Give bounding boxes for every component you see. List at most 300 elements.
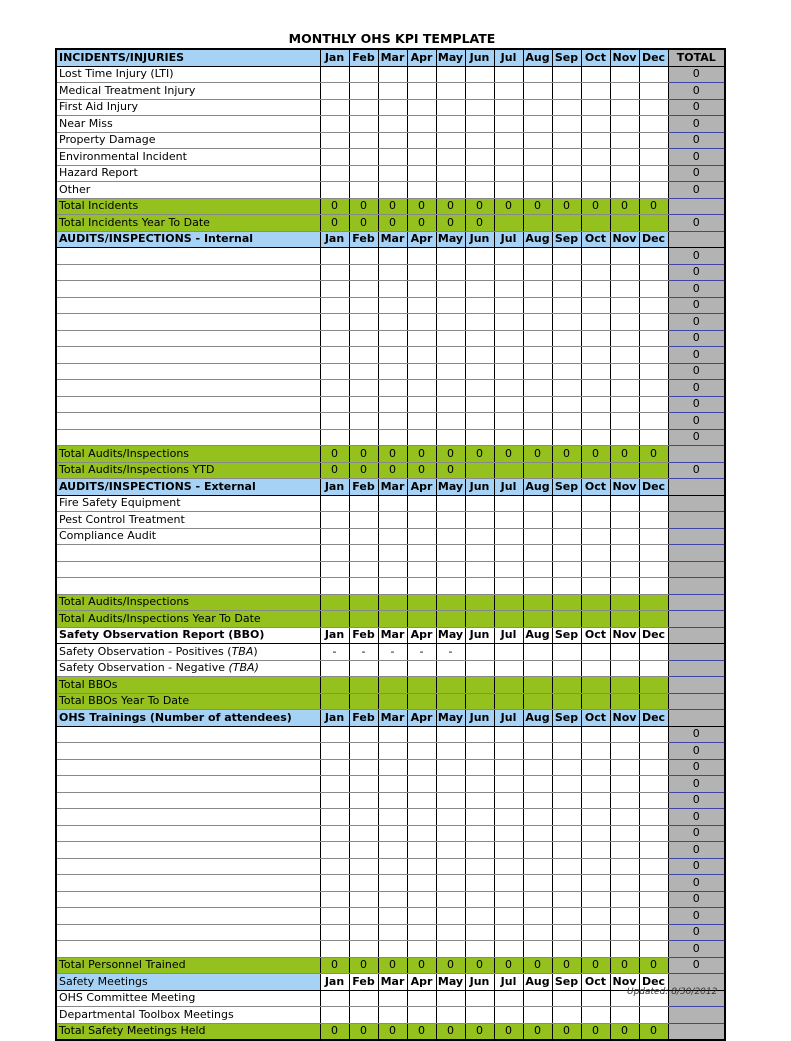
month-cell[interactable] [610,726,639,743]
month-cell[interactable] [523,363,552,380]
month-cell[interactable] [378,495,407,512]
month-cell[interactable] [581,660,610,677]
month-cell[interactable] [552,330,581,347]
month-cell[interactable] [494,248,523,265]
month-cell[interactable] [581,149,610,166]
month-cell[interactable] [349,495,378,512]
month-cell[interactable] [407,429,436,446]
month-cell[interactable] [581,776,610,793]
month-cell[interactable] [320,248,349,265]
month-cell[interactable] [378,660,407,677]
month-cell[interactable] [465,314,494,331]
month-cell[interactable] [349,825,378,842]
month-cell[interactable] [378,528,407,545]
month-cell[interactable] [320,990,349,1007]
month-cell[interactable] [523,495,552,512]
month-cell[interactable] [639,644,668,661]
month-cell[interactable] [494,858,523,875]
month-cell[interactable]: 0 [465,957,494,974]
month-cell[interactable] [349,809,378,826]
month-cell[interactable] [581,990,610,1007]
month-cell[interactable] [436,380,465,397]
month-cell[interactable] [407,908,436,925]
month-cell[interactable]: 0 [552,957,581,974]
month-cell[interactable] [523,396,552,413]
month-cell[interactable] [494,429,523,446]
month-cell[interactable] [320,264,349,281]
month-cell[interactable]: 0 [349,198,378,215]
month-cell[interactable] [465,182,494,199]
month-cell[interactable] [552,182,581,199]
month-cell[interactable] [407,396,436,413]
month-cell[interactable] [465,825,494,842]
month-cell[interactable] [407,842,436,859]
month-cell[interactable] [581,743,610,760]
month-cell[interactable] [552,83,581,100]
month-cell[interactable] [378,66,407,83]
month-cell[interactable] [436,165,465,182]
month-cell[interactable]: - [320,644,349,661]
month-cell[interactable] [378,924,407,941]
month-cell[interactable]: 0 [494,957,523,974]
month-cell[interactable] [407,561,436,578]
month-cell[interactable] [349,924,378,941]
month-cell[interactable] [639,875,668,892]
month-cell[interactable] [436,842,465,859]
month-cell[interactable] [378,281,407,298]
month-cell[interactable] [349,792,378,809]
month-cell[interactable] [552,858,581,875]
month-cell[interactable]: 0 [639,446,668,463]
month-cell[interactable] [523,594,552,611]
month-cell[interactable] [436,726,465,743]
month-cell[interactable] [523,611,552,628]
month-cell[interactable] [349,297,378,314]
month-cell[interactable] [552,941,581,958]
month-cell[interactable] [494,809,523,826]
month-cell[interactable] [407,941,436,958]
month-cell[interactable] [407,677,436,694]
month-cell[interactable] [581,182,610,199]
month-cell[interactable] [494,380,523,397]
month-cell[interactable] [494,693,523,710]
month-cell[interactable] [523,165,552,182]
month-cell[interactable] [581,611,610,628]
month-cell[interactable] [639,693,668,710]
month-cell[interactable] [639,248,668,265]
month-cell[interactable] [320,924,349,941]
month-cell[interactable] [407,759,436,776]
month-cell[interactable]: 0 [552,1023,581,1040]
month-cell[interactable] [320,347,349,364]
month-cell[interactable]: 0 [378,446,407,463]
month-cell[interactable] [581,413,610,430]
month-cell[interactable] [610,380,639,397]
month-cell[interactable] [552,990,581,1007]
month-cell[interactable] [639,726,668,743]
month-cell[interactable] [610,594,639,611]
month-cell[interactable] [349,726,378,743]
month-cell[interactable] [639,330,668,347]
month-cell[interactable]: 0 [320,1023,349,1040]
month-cell[interactable] [465,380,494,397]
month-cell[interactable] [552,99,581,116]
month-cell[interactable] [436,759,465,776]
month-cell[interactable] [436,132,465,149]
month-cell[interactable] [349,611,378,628]
month-cell[interactable] [581,677,610,694]
month-cell[interactable] [639,611,668,628]
month-cell[interactable] [407,363,436,380]
month-cell[interactable] [552,132,581,149]
month-cell[interactable] [320,297,349,314]
month-cell[interactable] [349,99,378,116]
month-cell[interactable] [465,297,494,314]
month-cell[interactable] [349,743,378,760]
month-cell[interactable] [349,330,378,347]
month-cell[interactable] [523,990,552,1007]
month-cell[interactable] [320,281,349,298]
month-cell[interactable] [378,941,407,958]
month-cell[interactable] [639,908,668,925]
month-cell[interactable] [349,314,378,331]
month-cell[interactable] [378,561,407,578]
month-cell[interactable] [523,297,552,314]
month-cell[interactable] [494,743,523,760]
month-cell[interactable] [581,759,610,776]
month-cell[interactable] [639,66,668,83]
month-cell[interactable] [523,1007,552,1024]
month-cell[interactable] [494,132,523,149]
month-cell[interactable] [610,528,639,545]
month-cell[interactable] [436,528,465,545]
month-cell[interactable] [378,875,407,892]
month-cell[interactable] [552,842,581,859]
month-cell[interactable] [610,858,639,875]
month-cell[interactable] [639,858,668,875]
month-cell[interactable] [378,314,407,331]
month-cell[interactable]: 0 [378,957,407,974]
month-cell[interactable] [610,149,639,166]
month-cell[interactable] [610,429,639,446]
month-cell[interactable] [436,545,465,562]
month-cell[interactable] [407,1007,436,1024]
month-cell[interactable] [378,347,407,364]
month-cell[interactable] [378,248,407,265]
month-cell[interactable] [465,809,494,826]
month-cell[interactable] [378,693,407,710]
month-cell[interactable]: 0 [523,957,552,974]
month-cell[interactable] [465,792,494,809]
month-cell[interactable] [436,495,465,512]
month-cell[interactable] [465,165,494,182]
month-cell[interactable] [581,545,610,562]
month-cell[interactable] [320,908,349,925]
month-cell[interactable] [436,941,465,958]
month-cell[interactable] [610,495,639,512]
month-cell[interactable]: - [349,644,378,661]
month-cell[interactable] [465,594,494,611]
month-cell[interactable] [610,660,639,677]
month-cell[interactable]: 0 [465,1023,494,1040]
month-cell[interactable] [494,759,523,776]
month-cell[interactable] [581,396,610,413]
month-cell[interactable]: 0 [436,957,465,974]
month-cell[interactable] [378,858,407,875]
month-cell[interactable] [320,776,349,793]
month-cell[interactable] [610,759,639,776]
month-cell[interactable] [320,891,349,908]
month-cell[interactable] [378,264,407,281]
month-cell[interactable] [639,924,668,941]
month-cell[interactable] [552,561,581,578]
month-cell[interactable] [610,264,639,281]
month-cell[interactable]: 0 [378,462,407,479]
month-cell[interactable] [581,644,610,661]
month-cell[interactable] [581,248,610,265]
month-cell[interactable] [552,297,581,314]
month-cell[interactable] [465,1007,494,1024]
month-cell[interactable] [407,83,436,100]
month-cell[interactable] [320,396,349,413]
month-cell[interactable] [465,396,494,413]
month-cell[interactable] [494,99,523,116]
month-cell[interactable]: 0 [407,446,436,463]
month-cell[interactable] [552,809,581,826]
month-cell[interactable] [320,677,349,694]
month-cell[interactable] [407,776,436,793]
month-cell[interactable] [610,842,639,859]
month-cell[interactable] [610,66,639,83]
month-cell[interactable] [407,495,436,512]
month-cell[interactable] [552,759,581,776]
month-cell[interactable] [465,726,494,743]
month-cell[interactable] [639,660,668,677]
month-cell[interactable] [320,693,349,710]
month-cell[interactable] [465,908,494,925]
month-cell[interactable] [349,132,378,149]
month-cell[interactable] [494,660,523,677]
month-cell[interactable] [494,842,523,859]
month-cell[interactable] [465,611,494,628]
month-cell[interactable] [407,281,436,298]
month-cell[interactable] [349,248,378,265]
month-cell[interactable] [320,132,349,149]
month-cell[interactable] [378,297,407,314]
month-cell[interactable] [320,330,349,347]
month-cell[interactable] [581,578,610,595]
month-cell[interactable] [581,429,610,446]
month-cell[interactable]: 0 [581,1023,610,1040]
month-cell[interactable] [494,116,523,133]
month-cell[interactable]: 0 [320,462,349,479]
month-cell[interactable] [552,116,581,133]
month-cell[interactable] [552,528,581,545]
month-cell[interactable] [639,182,668,199]
month-cell[interactable] [407,809,436,826]
month-cell[interactable] [407,314,436,331]
month-cell[interactable] [494,66,523,83]
month-cell[interactable] [494,512,523,529]
month-cell[interactable] [378,396,407,413]
month-cell[interactable] [523,347,552,364]
month-cell[interactable] [494,908,523,925]
month-cell[interactable] [581,330,610,347]
month-cell[interactable] [436,677,465,694]
month-cell[interactable] [581,825,610,842]
month-cell[interactable] [494,1007,523,1024]
month-cell[interactable] [610,924,639,941]
month-cell[interactable] [320,842,349,859]
month-cell[interactable] [378,380,407,397]
month-cell[interactable] [523,858,552,875]
month-cell[interactable] [552,644,581,661]
month-cell[interactable] [494,495,523,512]
month-cell[interactable] [349,693,378,710]
month-cell[interactable] [552,281,581,298]
month-cell[interactable] [581,726,610,743]
month-cell[interactable] [465,842,494,859]
month-cell[interactable] [378,842,407,859]
month-cell[interactable] [349,990,378,1007]
month-cell[interactable] [552,215,581,232]
month-cell[interactable] [494,578,523,595]
month-cell[interactable] [494,314,523,331]
month-cell[interactable] [523,429,552,446]
month-cell[interactable] [320,594,349,611]
month-cell[interactable] [494,941,523,958]
month-cell[interactable] [436,182,465,199]
month-cell[interactable] [523,380,552,397]
month-cell[interactable] [320,578,349,595]
month-cell[interactable] [436,512,465,529]
month-cell[interactable] [552,495,581,512]
month-cell[interactable] [639,165,668,182]
month-cell[interactable] [465,462,494,479]
month-cell[interactable] [552,347,581,364]
month-cell[interactable] [465,429,494,446]
month-cell[interactable] [465,149,494,166]
month-cell[interactable] [610,413,639,430]
month-cell[interactable] [436,281,465,298]
month-cell[interactable] [552,545,581,562]
month-cell[interactable] [407,578,436,595]
month-cell[interactable] [407,726,436,743]
month-cell[interactable] [639,396,668,413]
month-cell[interactable] [494,83,523,100]
month-cell[interactable] [378,429,407,446]
month-cell[interactable] [378,809,407,826]
month-cell[interactable] [523,248,552,265]
month-cell[interactable] [465,116,494,133]
month-cell[interactable] [494,413,523,430]
month-cell[interactable] [436,858,465,875]
month-cell[interactable] [581,941,610,958]
month-cell[interactable]: 0 [407,215,436,232]
month-cell[interactable] [610,875,639,892]
month-cell[interactable] [523,644,552,661]
month-cell[interactable] [639,83,668,100]
month-cell[interactable] [465,875,494,892]
month-cell[interactable] [581,363,610,380]
month-cell[interactable] [581,281,610,298]
month-cell[interactable] [320,512,349,529]
month-cell[interactable]: 0 [523,1023,552,1040]
month-cell[interactable] [320,759,349,776]
month-cell[interactable] [494,165,523,182]
month-cell[interactable]: 0 [465,198,494,215]
month-cell[interactable] [465,347,494,364]
month-cell[interactable] [610,132,639,149]
month-cell[interactable] [465,578,494,595]
month-cell[interactable] [494,363,523,380]
month-cell[interactable] [639,594,668,611]
month-cell[interactable] [407,347,436,364]
month-cell[interactable] [494,924,523,941]
month-cell[interactable] [639,363,668,380]
month-cell[interactable] [320,149,349,166]
month-cell[interactable] [465,330,494,347]
month-cell[interactable] [320,182,349,199]
month-cell[interactable] [610,776,639,793]
month-cell[interactable] [639,941,668,958]
month-cell[interactable] [378,512,407,529]
month-cell[interactable] [465,264,494,281]
month-cell[interactable] [436,66,465,83]
month-cell[interactable] [436,396,465,413]
month-cell[interactable] [581,809,610,826]
month-cell[interactable] [378,743,407,760]
month-cell[interactable] [436,908,465,925]
month-cell[interactable] [494,545,523,562]
month-cell[interactable]: 0 [639,957,668,974]
month-cell[interactable]: 0 [552,446,581,463]
month-cell[interactable] [610,825,639,842]
month-cell[interactable]: 0 [610,198,639,215]
month-cell[interactable] [523,842,552,859]
month-cell[interactable]: 0 [436,462,465,479]
month-cell[interactable] [494,776,523,793]
month-cell[interactable] [494,281,523,298]
month-cell[interactable] [523,660,552,677]
month-cell[interactable] [610,545,639,562]
month-cell[interactable] [523,330,552,347]
month-cell[interactable] [378,677,407,694]
month-cell[interactable] [378,182,407,199]
month-cell[interactable]: 0 [320,215,349,232]
month-cell[interactable] [465,281,494,298]
month-cell[interactable]: 0 [552,198,581,215]
month-cell[interactable] [320,660,349,677]
month-cell[interactable] [349,380,378,397]
month-cell[interactable] [523,99,552,116]
month-cell[interactable]: 0 [523,198,552,215]
month-cell[interactable] [610,248,639,265]
month-cell[interactable] [610,677,639,694]
month-cell[interactable]: 0 [349,215,378,232]
month-cell[interactable] [552,825,581,842]
month-cell[interactable] [407,297,436,314]
month-cell[interactable] [407,99,436,116]
month-cell[interactable] [523,149,552,166]
month-cell[interactable] [523,908,552,925]
month-cell[interactable]: 0 [494,1023,523,1040]
month-cell[interactable] [320,792,349,809]
month-cell[interactable] [552,611,581,628]
month-cell[interactable] [465,99,494,116]
month-cell[interactable] [349,396,378,413]
month-cell[interactable] [436,825,465,842]
